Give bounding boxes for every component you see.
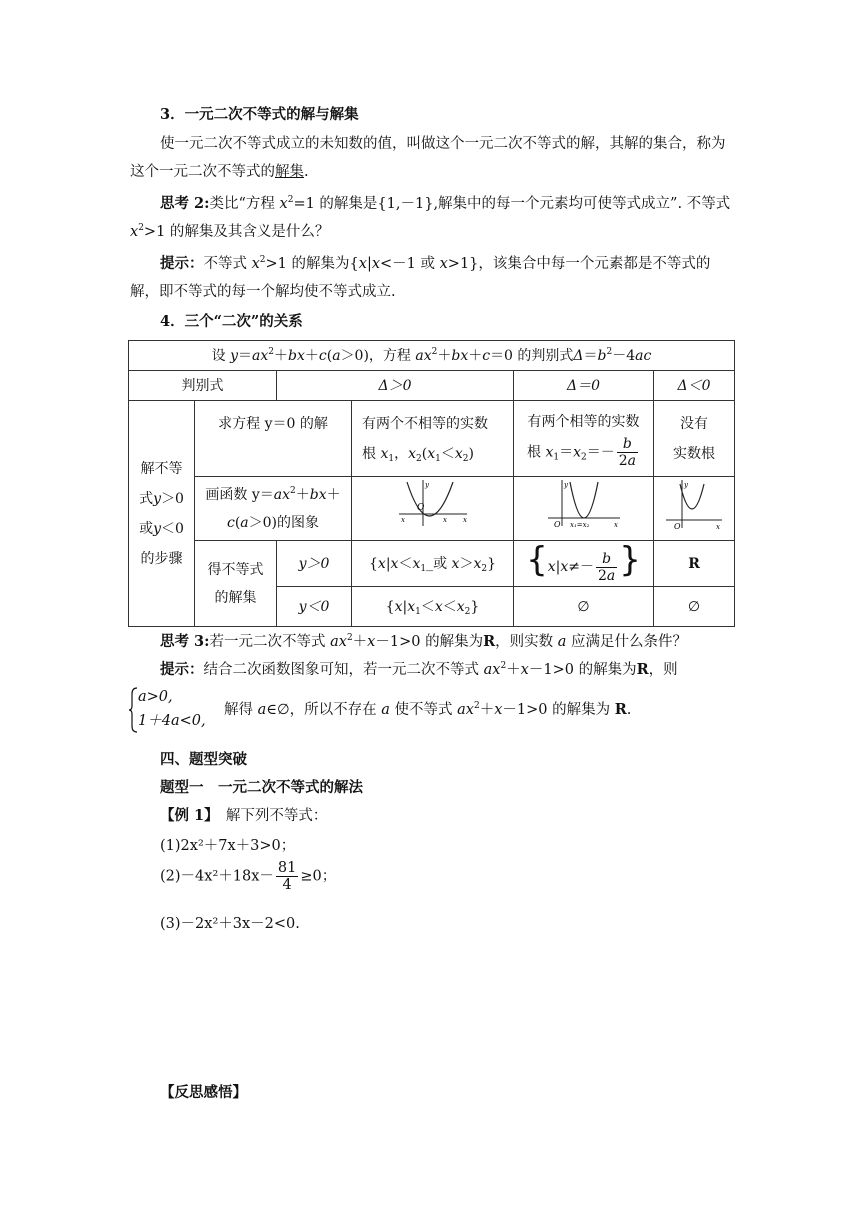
- svg-text:x: x: [400, 516, 405, 524]
- svg-text:x: x: [442, 516, 447, 524]
- example-1: 【例 1】 解下列不等式：: [160, 807, 328, 824]
- discriminant-negative: Δ＜0: [654, 371, 735, 401]
- parabola-double-root-graph: [544, 478, 624, 530]
- table-header: 设 $y=ax^2+bx+c(a>0)$，方程 $ax^2+bx+c=0$ 的判别式$\Delta=b^2-4ac$: [129, 341, 735, 371]
- solution-set-row-label: 得不等式 的解集: [195, 541, 277, 627]
- example-1-item-3: (3)－2x²＋3x－2<0.: [160, 916, 300, 932]
- roots-two-distinct: 有两个不相等的实数 根 $x_1$，$x_2(x_1<x_2)$: [352, 401, 514, 477]
- discriminant-zero: Δ＝0: [514, 371, 654, 401]
- hint-3: 提示：结合二次函数图象可知，若一元二次不等式 $ax^2+x-1>0$ 的解集为R，则: [160, 661, 678, 678]
- example-1-item-2: (2)－4x²＋18x－ $\frac{81}{4}$ ≥0；: [160, 860, 337, 893]
- set-lt-two-roots: $\{x|x_1<x<x_2\}$: [352, 587, 514, 627]
- parabola-no-roots-graph: [664, 478, 724, 530]
- graph-no-roots: [654, 477, 735, 541]
- roots-none: 没有 实数根: [654, 401, 735, 477]
- svg-text:x: x: [613, 521, 618, 529]
- think-3: 思考 3:若一元二次不等式 $ax^2+x-1>0$ 的解集为R，则实数 a 应满足什么条件？: [160, 633, 688, 650]
- set-gt-no-roots: R: [654, 541, 735, 587]
- parabola-two-roots-graph: [393, 478, 473, 530]
- svg-text:O: O: [674, 522, 681, 530]
- set-gt-two-roots: {$x|x<x_1\_$或 $x>x_2$}: [352, 541, 514, 587]
- y-greater-zero: y＞0: [277, 541, 352, 587]
- set-lt-no-roots: ∅: [654, 587, 735, 627]
- roots-two-equal: 有两个相等的实数 根 $x_1=x_2=-$ $\frac{b}{2a}$: [514, 401, 654, 477]
- type-1-title: 题型一 一元二次不等式的解法: [160, 779, 363, 796]
- hint-3-system: a>0, 1＋4a<0, 解得 a∈∅，所以不存在 a 使不等式 $ax^2+x-1>0$ 的解集为 R.: [128, 686, 738, 738]
- three-quadratics-table: [128, 340, 735, 627]
- reflection-title: 【反思感悟】: [160, 1084, 247, 1101]
- set-gt-double-root: {x|x≠－ $\frac{b}{2a}$ }: [514, 541, 654, 587]
- svg-text:O: O: [553, 520, 561, 529]
- discriminant-positive: Δ＞0: [277, 371, 514, 401]
- svg-text:x: x: [462, 516, 467, 524]
- svg-text:y: y: [684, 481, 688, 489]
- svg-text:y: y: [563, 481, 568, 489]
- section-3-title: 3．一元二次不等式的解与解集: [160, 106, 359, 123]
- discriminant-label: 判别式: [129, 371, 277, 401]
- hint-2: 提示：不等式 $x^2>1$ 的解集为{x|x<－1 或 x>1}，该集合中每一个元素都是不等式的解，即不等式的每一个解均使不等式成立.: [130, 255, 711, 300]
- graph-row-label: 画函数 $y=ax^2+bx+$ c(a＞0)的图象: [195, 477, 352, 541]
- graph-double-root: [514, 477, 654, 541]
- example-1-item-1: (1)2x²＋7x＋3>0；: [160, 838, 296, 854]
- y-less-zero: y＜0: [277, 587, 352, 627]
- set-lt-double-root: ∅: [514, 587, 654, 627]
- graph-two-roots: [352, 477, 514, 541]
- roots-row-label: 求方程 y＝0 的解: [195, 401, 352, 477]
- svg-text:y: y: [424, 481, 429, 489]
- steps-side-label: 解不等 式y＞0 或y＜0 的步骤: [129, 401, 195, 627]
- svg-text:x₁=x₂: x₁=x₂: [569, 521, 589, 529]
- section-3-paragraph: 使一元二次不等式成立的未知数的值，叫做这个一元二次不等式的解，其解的集合，称为这个一元二次不等式的解集.: [130, 136, 726, 180]
- section-4-title: 4．三个“二次”的关系: [160, 313, 303, 330]
- left-brace: [128, 686, 138, 734]
- svg-text:x: x: [716, 523, 720, 530]
- svg-text:O: O: [416, 503, 424, 513]
- part-4-title: 四、题型突破: [160, 751, 247, 768]
- think-2: 思考 2:类比“方程 $x^2=1$ 的解集是{1,－1},解集中的每一个元素均可使等式成立”. 不等式 $x^2>1$ 的解集及其含义是什么？: [130, 195, 731, 240]
